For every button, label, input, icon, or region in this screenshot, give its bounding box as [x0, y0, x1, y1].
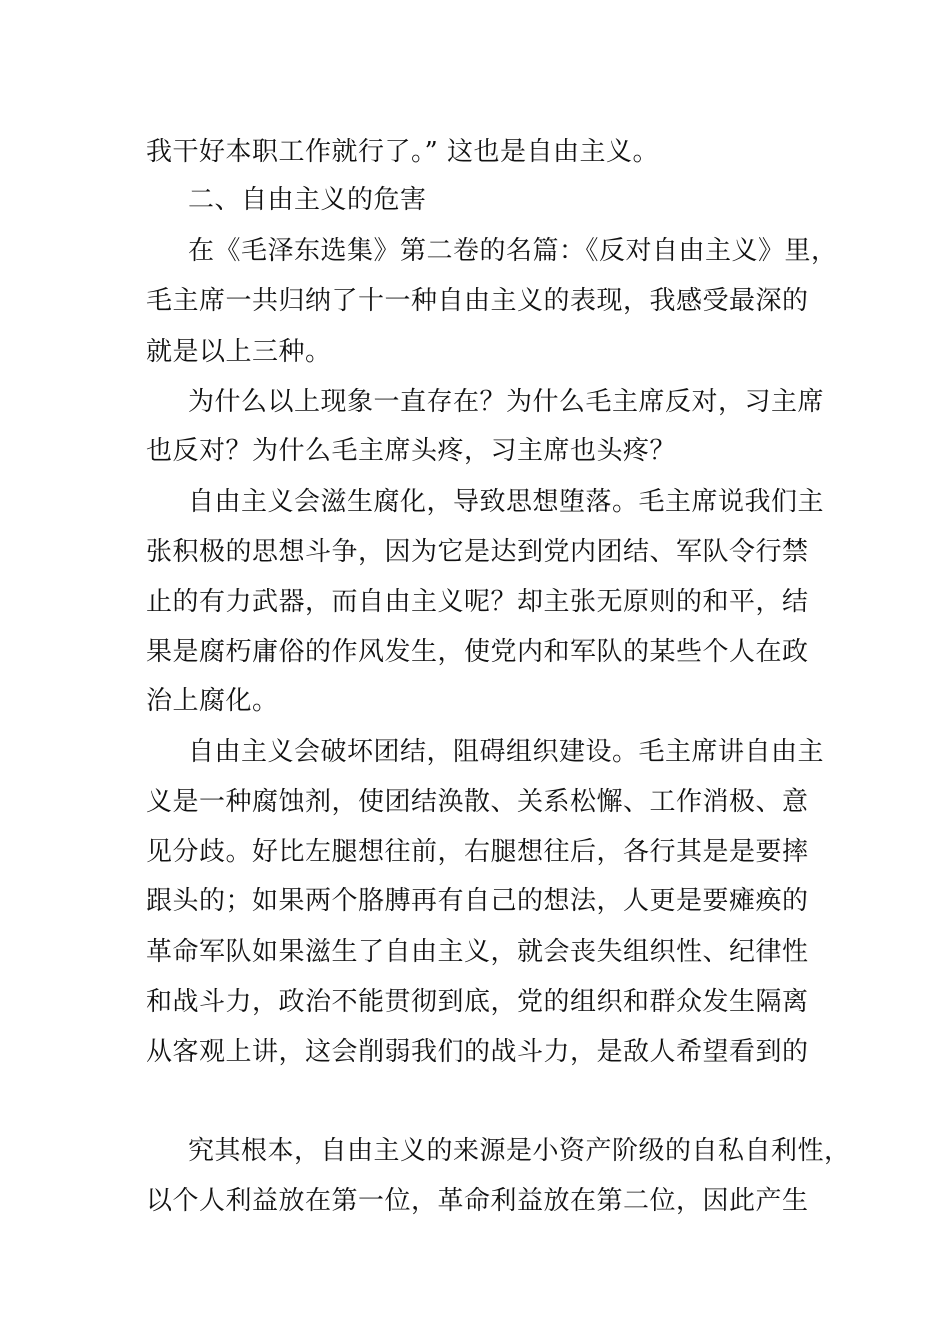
text-line: 果是腐朽庸俗的作风发生，使党内和军队的某些个人在政 [146, 637, 809, 667]
text-line: 和战斗力，政治不能贯彻到底，党的组织和群众发生隔离 [146, 987, 809, 1017]
text-line: 在《毛泽东选集》第二卷的名篇：《反对自由主义》里， [188, 236, 838, 266]
text-line: 自由主义会破坏团结，阻碍组织建设。毛主席讲自由主 [188, 737, 825, 767]
text-line: 止的有力武器，而自由主义呢？却主张无原则的和平，结 [146, 587, 809, 617]
text-line: 革命军队如果滋生了自由主义，就会丧失组织性、纪律性 [146, 937, 809, 967]
text-line: 跟头的；如果两个胳膊再有自己的想法，人更是要瘫痪的 [146, 886, 809, 916]
section-heading: 二、自由主义的危害 [188, 185, 427, 215]
text-line: 见分歧。好比左腿想往前，右腿想往后，各行其是是要摔 [146, 837, 809, 867]
text-line: 义是一种腐蚀剂，使团结涣散、关系松懈、工作消极、意 [146, 787, 809, 817]
text-line: 治上腐化。 [146, 686, 279, 716]
text-line: 我干好本职工作就行了。” 这也是自由主义。 [146, 137, 660, 167]
text-line: 毛主席一共归纳了十一种自由主义的表现，我感受最深的 [146, 286, 809, 316]
text-line: 也反对？为什么毛主席头疼，习主席也头疼？ [146, 436, 677, 466]
text-line: 为什么以上现象一直存在？为什么毛主席反对，习主席 [188, 387, 825, 417]
text-line: 究其根本，自由主义的来源是小资产阶级的自私自利性， [188, 1136, 851, 1166]
text-line: 以个人利益放在第一位，革命利益放在第二位，因此产生 [146, 1186, 809, 1216]
text-line: 自由主义会滋生腐化，导致思想堕落。毛主席说我们主 [188, 487, 825, 517]
text-line: 就是以上三种。 [146, 337, 332, 367]
text-line: 张积极的思想斗争，因为它是达到党内团结、军队令行禁 [146, 537, 809, 567]
text-line: 从客观上讲，这会削弱我们的战斗力，是敌人希望看到的 [146, 1037, 809, 1067]
